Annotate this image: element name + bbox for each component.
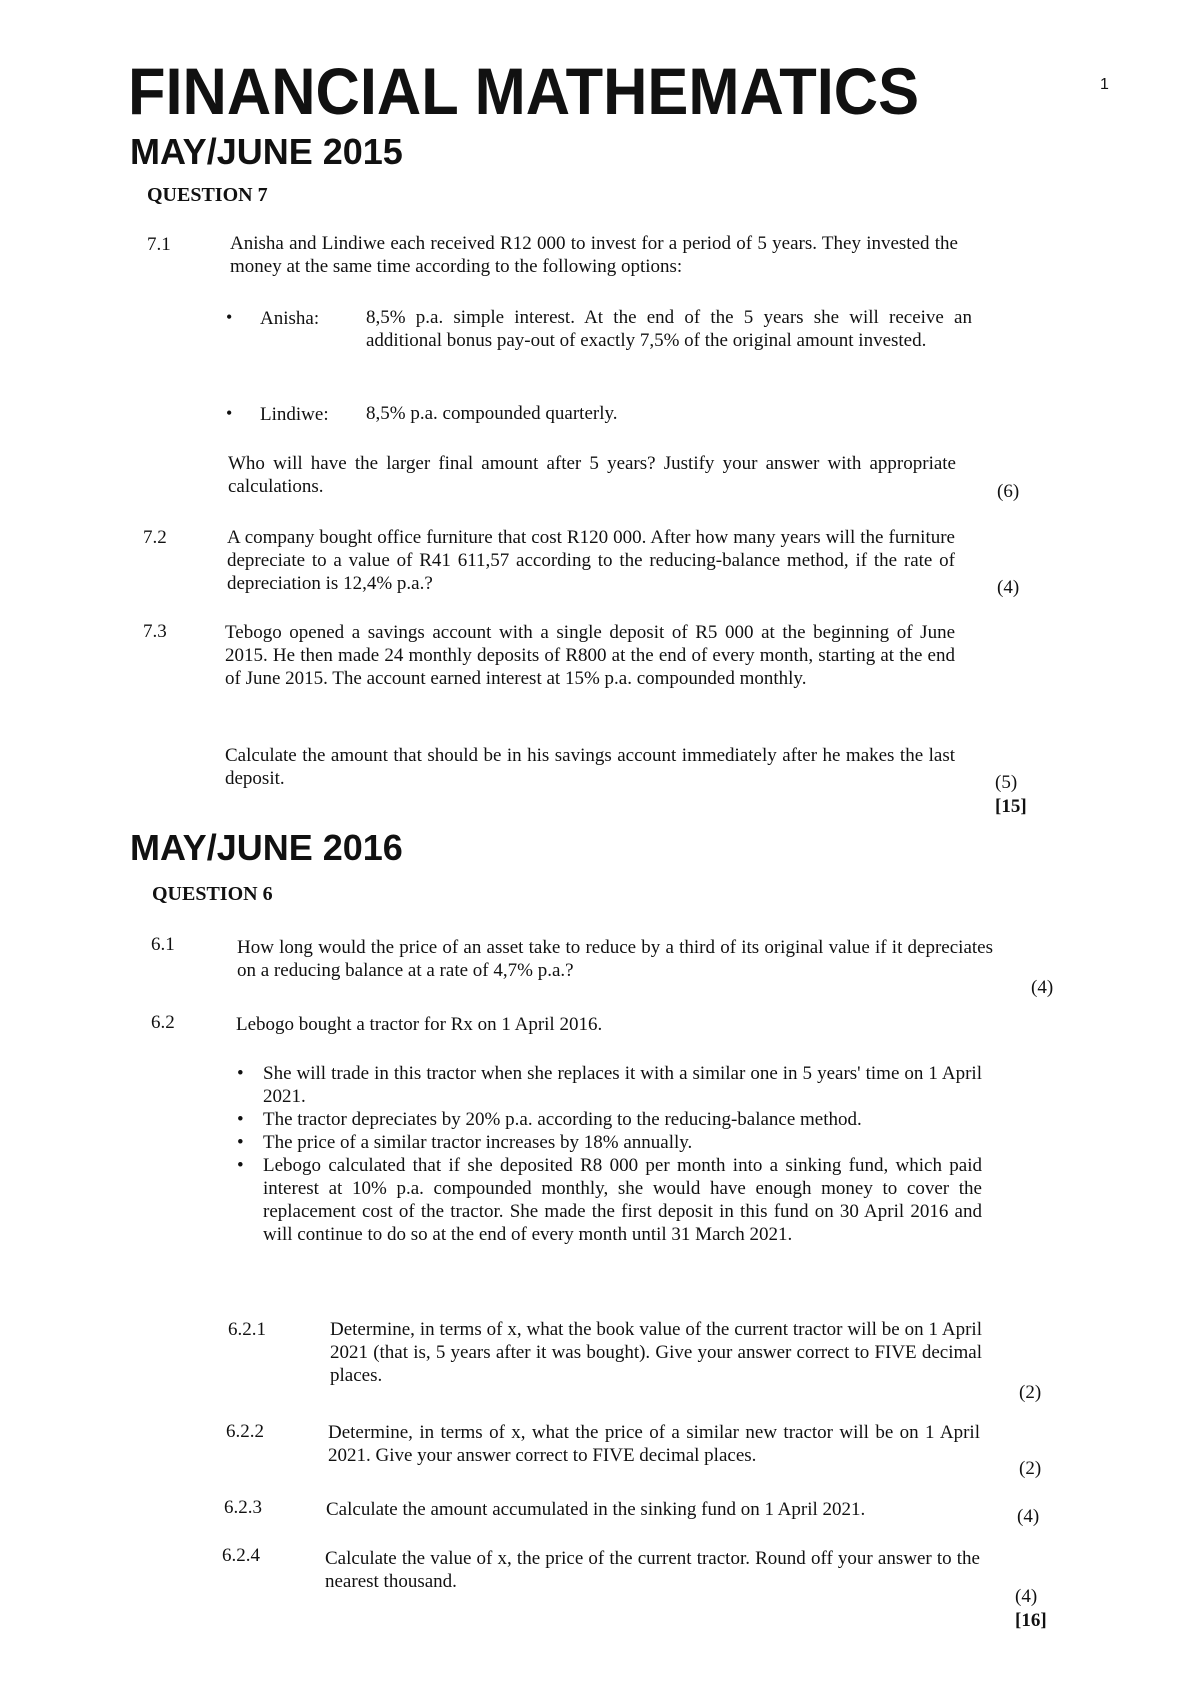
question-number: 6.2.1 (228, 1319, 266, 1340)
question-number: 7.3 (143, 621, 167, 642)
question-number: 6.2.2 (226, 1421, 264, 1442)
marks: (2) (1019, 1458, 1042, 1479)
marks: (4) (1031, 977, 1054, 998)
question-total: [15] (995, 796, 1027, 817)
page-number: 1 (1100, 76, 1109, 93)
document-title: FINANCIAL MATHEMATICS (128, 54, 920, 128)
question-number: 7.2 (143, 527, 167, 548)
option-name-anisha: Anisha: (260, 308, 320, 329)
question-7-2-text: A company bought office furniture that cost R120 000. After how many years will the furniture depreciate to a value of R41 611,57 according to the reducing-balance method, if the rate of depreciation is 12,4% p.a.? (227, 527, 955, 594)
question-number: 6.2 (151, 1012, 175, 1033)
question-number: 7.1 (147, 234, 171, 255)
option-text-lindiwe: 8,5% p.a. compounded quarterly. (366, 403, 618, 424)
option-name-lindiwe: Lindiwe: (260, 404, 329, 425)
list-item: • She will trade in this tractor when she replaces it with a similar one in 5 years' time on 1 April 2021. (237, 1062, 982, 1108)
question-6-2-4-text: Calculate the value of x, the price of the current tractor. Round off your answer to the nearest thousand. (325, 1548, 980, 1592)
tractor-conditions-list (237, 1062, 982, 1246)
question-7-1-question: Who will have the larger final amount after 5 years? Justify your answer with appropriate calculations. (228, 453, 956, 497)
bullet-icon: • (226, 403, 233, 423)
marks: (4) (1015, 1586, 1038, 1607)
question-7-3-text: Tebogo opened a savings account with a single deposit of R5 000 at the beginning of June 2015. He then made 24 monthly deposits of R800 at the end of every month, starting at the end of June 2015. The account earned interest at 15% p.a. compounded monthly. (225, 622, 955, 689)
question-6-1-text: How long would the price of an asset take to reduce by a third of its original value if it depreciates on a reducing balance at a rate of 4,7% p.a.? (237, 937, 993, 981)
marks: (5) (995, 772, 1018, 793)
marks: (2) (1019, 1382, 1042, 1403)
question-number: 6.1 (151, 934, 175, 955)
question-6-2-2-text: Determine, in terms of x, what the price of a similar new tractor will be on 1 April 2021. Give your answer correct to FIVE decimal places. (328, 1422, 980, 1466)
question-total: [16] (1015, 1610, 1047, 1631)
marks: (4) (1017, 1506, 1040, 1527)
question-number: 6.2.4 (222, 1545, 260, 1566)
bullet-icon: • (226, 307, 233, 327)
question-6-heading: QUESTION 6 (152, 883, 273, 905)
question-7-1-intro: Anisha and Lindiwe each received R12 000 to invest for a period of 5 years. They invested the money at the same time according to the following options: (230, 233, 958, 277)
marks: (4) (997, 577, 1020, 598)
question-number: 6.2.3 (224, 1497, 262, 1518)
marks: (6) (997, 481, 1020, 502)
question-6-2-intro: Lebogo bought a tractor for Rx on 1 April 2016. (236, 1014, 603, 1035)
question-6-2-1-text: Determine, in terms of x, what the book value of the current tractor will be on 1 April 2021 (that is, 5 years after it was bought). Give your answer correct to FIVE decimal places. (330, 1319, 982, 1386)
list-item: • Lebogo calculated that if she deposited R8 000 per month into a sinking fund, which paid interest at 10% p.a. compounded monthly, she would have enough money to cover the replacement cost of the tractor. She made the first deposit in this fund on 30 April 2016 and will continue to do so at the end of every month until 31 March 2021. (237, 1154, 982, 1246)
question-7-heading: QUESTION 7 (147, 184, 268, 206)
question-6-2-3-text: Calculate the amount accumulated in the sinking fund on 1 April 2021. (326, 1499, 866, 1520)
section-title-2016: MAY/JUNE 2016 (130, 827, 403, 868)
question-7-3-question: Calculate the amount that should be in his savings account immediately after he makes the last deposit. (225, 745, 955, 789)
list-item: • The price of a similar tractor increases by 18% annually. (237, 1131, 982, 1154)
section-title-2015: MAY/JUNE 2015 (130, 131, 403, 172)
option-text-anisha: 8,5% p.a. simple interest. At the end of the 5 years she will receive an additional bonus pay-out of exactly 7,5% of the original amount invested. (366, 307, 972, 351)
list-item: • The tractor depreciates by 20% p.a. according to the reducing-balance method. (237, 1108, 982, 1131)
